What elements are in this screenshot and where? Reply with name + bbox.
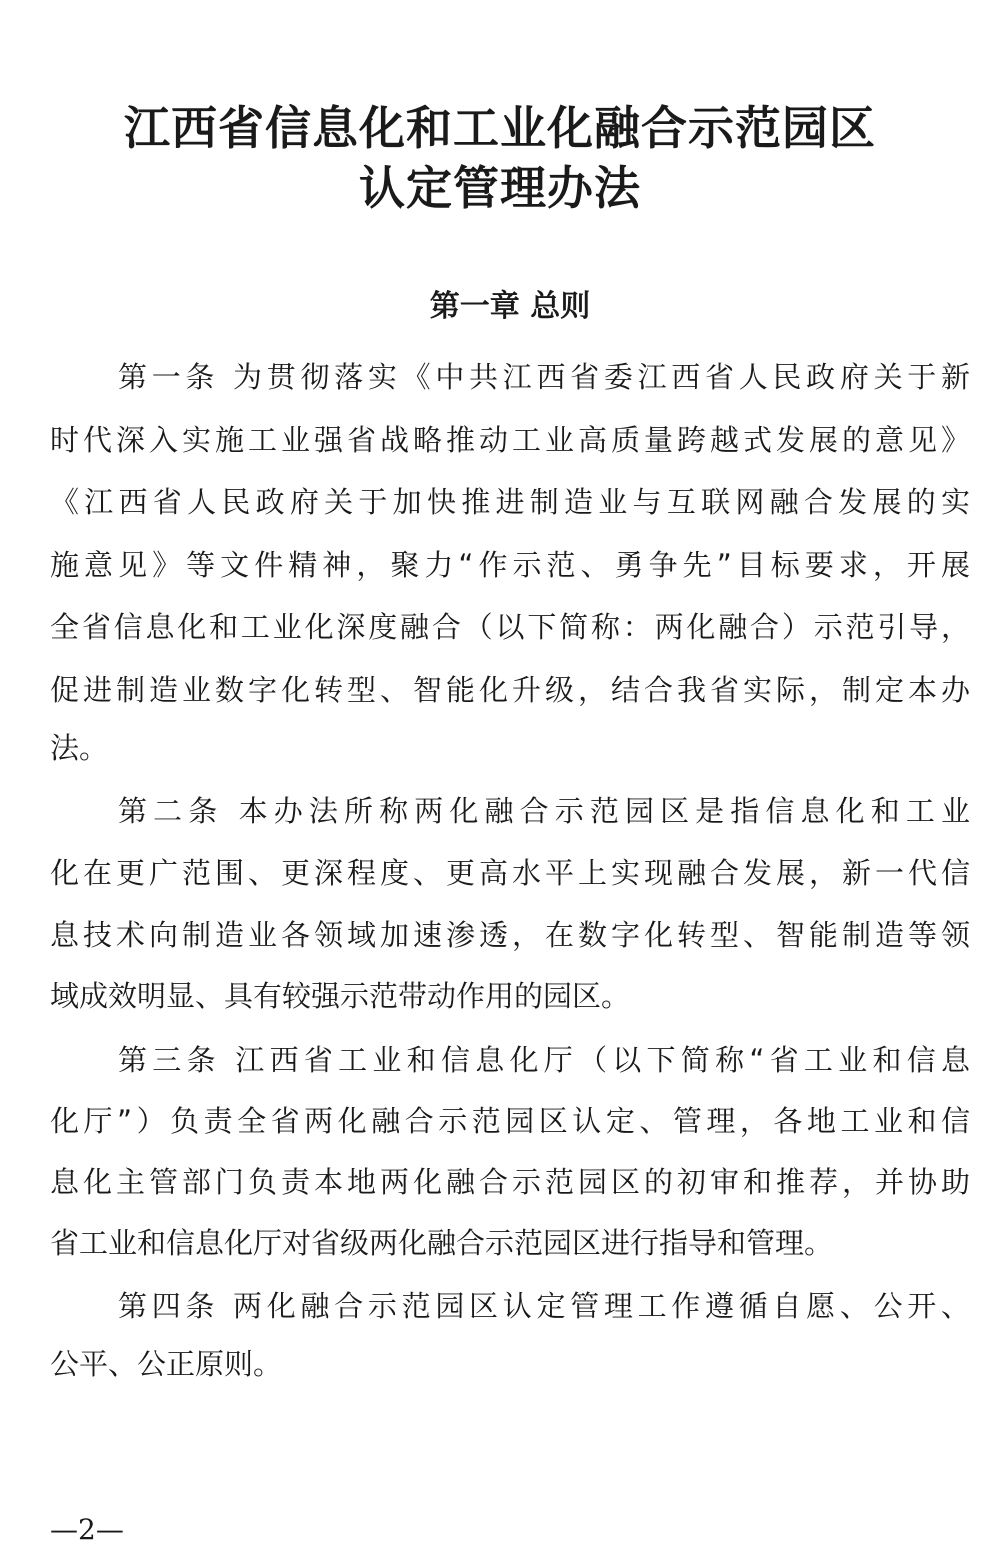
article-3-line-1: 第三条 江西省工业和信息化厅（以下简称“省工业和信息 <box>118 1043 970 1077</box>
article-1-line-2: 时代深入实施工业强省战略推动工业高质量跨越式发展的意见》 <box>50 423 970 457</box>
article-1-line-6: 促进制造业数字化转型、智能化升级，结合我省实际，制定本办 <box>50 673 970 707</box>
article-1-line-5: 全省信息化和工业化深度融合（以下简称：两化融合）示范引导， <box>50 610 970 644</box>
page-number: —2— <box>50 1513 124 1546</box>
article-1-line-3: 《江西省人民政府关于加快推进制造业与互联网融合发展的实 <box>50 485 970 519</box>
chapter-heading: 第一章 总则 <box>429 289 591 324</box>
article-2-line-3: 息技术向制造业各领域加速渗透，在数字化转型、智能制造等领 <box>50 918 970 952</box>
document-title-line-1: 江西省信息化和工业化融合示范园区 <box>124 101 876 155</box>
article-1-line-4: 施意见》等文件精神，聚力“作示范、勇争先”目标要求，开展 <box>50 548 970 582</box>
article-2-line-4: 域成效明显、具有较强示范带动作用的园区。 <box>50 979 631 1013</box>
article-2-line-1: 第二条 本办法所称两化融合示范园区是指信息化和工业 <box>118 794 970 828</box>
article-4-line-2: 公平、公正原则。 <box>50 1347 283 1381</box>
article-3-line-3: 息化主管部门负责本地两化融合示范园区的初审和推荐，并协助 <box>50 1165 970 1199</box>
article-2-line-2: 化在更广范围、更深程度、更高水平上实现融合发展，新一代信 <box>50 856 970 890</box>
article-3-line-2: 化厅”）负责全省两化融合示范园区认定、管理，各地工业和信 <box>50 1104 970 1138</box>
document-title-line-2: 认定管理办法 <box>359 161 641 215</box>
article-1-line-1: 第一条 为贯彻落实《中共江西省委江西省人民政府关于新 <box>118 360 970 394</box>
article-4-line-1: 第四条 两化融合示范园区认定管理工作遵循自愿、公开、 <box>118 1289 970 1323</box>
article-3-line-4: 省工业和信息化厅对省级两化融合示范园区进行指导和管理。 <box>50 1226 834 1260</box>
article-1-line-7: 法。 <box>50 731 109 765</box>
